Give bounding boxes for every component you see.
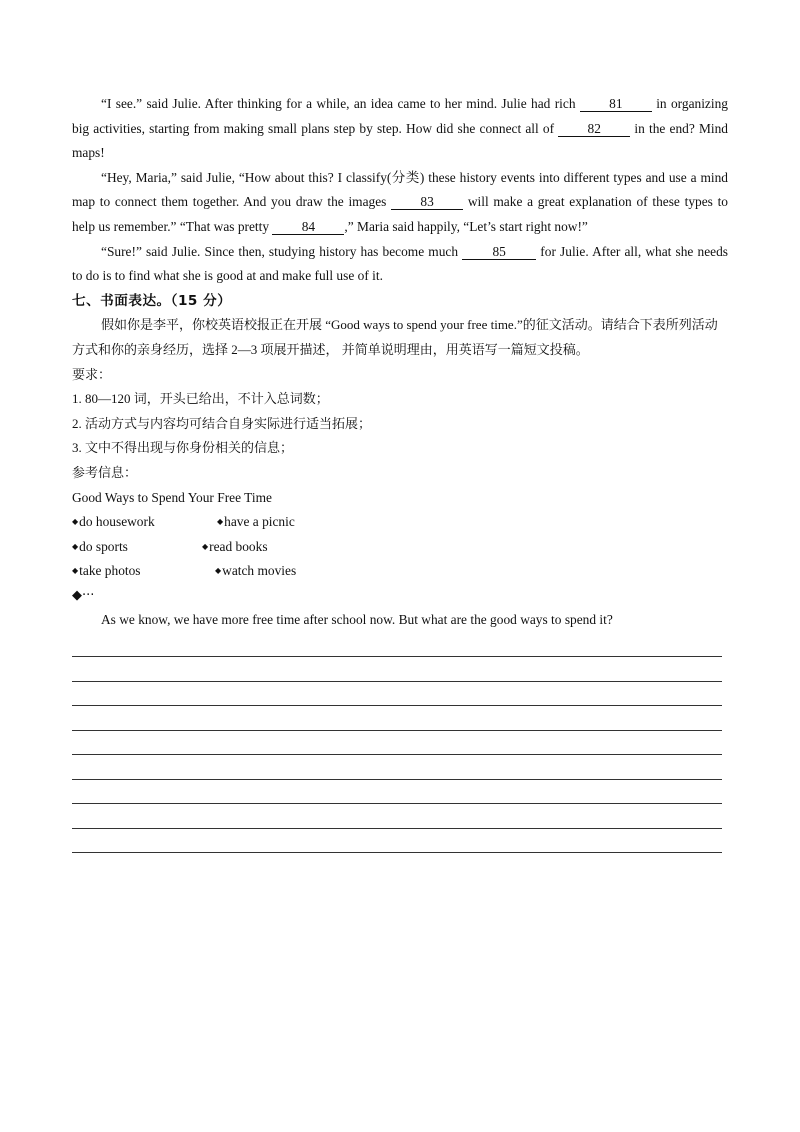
list-item: ◆do sports [72,538,128,554]
writing-line[interactable] [72,852,722,853]
writing-prompt: 假如你是李平，你校英语校报正在开展 “Good ways to spend your free time.”的征文活动。请结合下表所列活动方式和你的亲身经历，选择 2—3 项展开描述， 并简单说明理由，用英语写一篇短文投稿。 [72,317,718,357]
activity-row-2 [72,535,728,560]
passage-text: for Julie. After all, what she needs to do is to find what she is good at and make full use of it. [72,243,728,284]
passage-text: ,” Maria said happily, “Let’s start right now!” [344,218,588,234]
writing-line[interactable] [72,779,722,780]
passage-paragraph-1 [72,92,728,166]
reference-label: 参考信息： [72,464,138,480]
more-items-marker: ◆··· [72,587,95,603]
activity-row-1 [72,510,728,535]
passage-text: “Hey, Maria,” said Julie, “How about this? I classify(分类) these history events into different types and use a mind map to connect them together. And you draw the images [72,169,728,210]
list-item: ◆have a picnic [217,514,295,530]
passage-text: “Sure!” said Julie. Since then, studying history has become much [101,243,463,259]
list-item: ◆take photos [72,563,141,579]
requirements-label: 要求： [72,366,112,382]
passage-text: “I see.” said Julie. After thinking for a while, an idea came to her mind. Julie had rich [101,96,580,111]
diamond-bullet-icon: ◆ [217,517,224,527]
list-title: Good Ways to Spend Your Free Time [72,489,272,505]
passage-text: will make a great explanation of these types to help us remember.” “That was pretty [72,194,729,234]
passage-paragraph-3 [72,240,728,289]
writing-line[interactable] [72,730,722,731]
passage-text: in the end? Mind maps! [72,120,728,161]
list-item: ◆watch movies [215,563,297,579]
requirement-3: 3. 文中不得出现与你身份相关的信息； [72,440,294,456]
passage-text: in organizing big activities, starting from making small plans step by step. How did she connect all of [72,96,728,136]
section-title: 七、书面表达。（15 分） [72,292,232,309]
passage-paragraph-2 [72,166,728,240]
exam-page [72,92,728,633]
writing-line[interactable] [72,681,722,682]
writing-line[interactable] [72,828,722,829]
blank-85: 85 [462,244,536,260]
requirement-2: 2. 活动方式与内容均可结合自身实际进行适当拓展； [72,415,372,431]
list-item: ◆read books [202,538,268,554]
diamond-bullet-icon: ◆ [72,517,79,527]
diamond-bullet-icon: ◆ [72,541,79,551]
requirement-1: 1. 80—120 词，开头已给出，不计入总词数； [72,391,329,407]
diamond-bullet-icon: ◆ [72,566,79,576]
blank-84: 84 [272,219,344,235]
essay-opening: As we know, we have more free time after school now. But what are the good ways to spend it? [101,612,613,628]
diamond-bullet-icon: ◆ [215,566,222,576]
blank-83: 83 [391,194,463,210]
list-item: ◆do housework [72,514,155,530]
diamond-bullet-icon: ◆ [202,541,209,551]
writing-line[interactable] [72,803,722,804]
writing-line[interactable] [72,754,722,755]
activity-row-3 [72,559,728,584]
writing-line[interactable] [72,705,722,706]
blank-82: 82 [558,121,630,137]
blank-81: 81 [580,96,652,112]
writing-line[interactable] [72,656,722,657]
